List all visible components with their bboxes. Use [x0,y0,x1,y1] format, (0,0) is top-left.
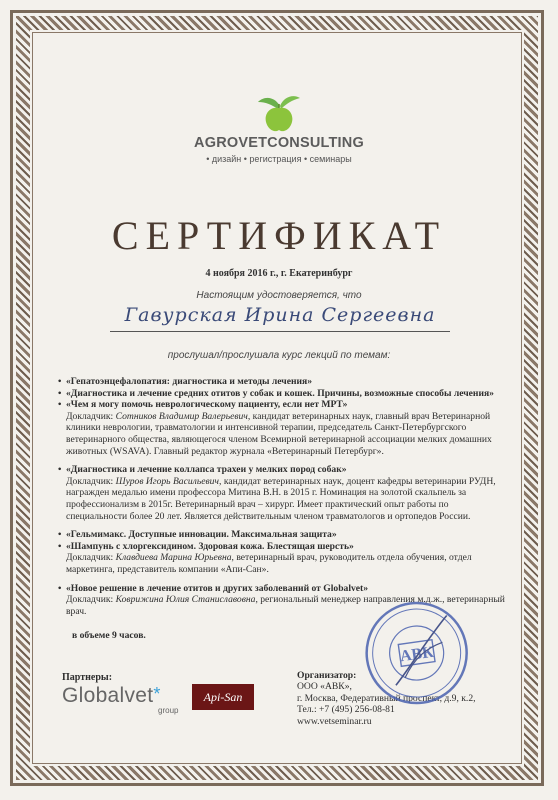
lecture-block [58,376,508,457]
speaker-name: Клавдиева Марина Юрьевна [115,552,232,564]
organizer-phone: Тел.: +7 (495) 256-08-81 [297,704,395,716]
speaker-label: Докладчик: [66,594,116,606]
attended-statement: прослушал/прослушала курс лекций по темам: [167,350,391,361]
speaker-label: Докладчик: [66,475,116,487]
globalvet-group-label: group [158,706,179,715]
speaker-label: Докладчик: [66,410,116,422]
organizer-label: Организатор: [297,670,357,681]
lecture-topic: • «Гепатоэнцефалопатия: диагностика и методы лечения» [58,376,508,388]
speaker-description: , кандидат ветеринарных наук, доцент кафедры ветеринарии РУДН, награжден медалью имени профессора Митина В.Н. в 2015 г. Номинация на золотой скальпель за профессионализм в 2015г. Ветеринарный врач – хирург. Имеет практический опыт работы по специальности более 20 лет. Является действительным членом травматологов и ортопедов России. [66,475,496,522]
lecture-block [58,464,508,522]
speaker-info [58,411,508,457]
speaker-description: , кандидат ветеринарных наук, главный врач Ветеринарной клиники неврологии, травматологии и интенсивной терапии, председатель Санкт-Петербургского ветеринарного общества, являющегося членом Всемирной ветеринарной ассоциации мелких домашних животных (WSAVA). Главный редактор журнала «Ветеринарный Петербург». [66,410,492,457]
agrovetconsulting-logo [0,92,558,134]
speaker-description: , региональный менеджер направления м.д.ж., ветеринарный врач. [66,594,505,617]
apisan-logo: Api-San [192,684,254,710]
brand-name: AGROVETCONSULTING [194,135,364,151]
speaker-label: Докладчик: [66,552,116,564]
company-stamp [355,591,480,720]
course-volume: в объеме 9 часов. [72,630,146,641]
globalvet-wordmark: Globalvet [62,684,154,707]
speaker-description: , ветеринарный врач, руководитель отдела обучения, отдел маркетинга, представитель компании «Апи-Сан». [66,552,472,575]
recipient-name: Гавурская Ирина Сергеевна [124,304,436,326]
lecture-topic: • «Диагностика и лечение средних отитов у собак и кошек. Причины, возможные способы лечения» [58,388,508,400]
lecture-topic: • «Шампунь с хлоргексидином. Здоровая кожа. Блестящая шерсть» [58,541,508,553]
lecture-topic: • «Новое решение в лечение отитов и других заболеваний от Globalvet» [58,583,508,595]
organizer-website: www.vetseminar.ru [297,715,372,727]
lecture-topic: • «Чем я могу помочь неврологическому пациенту, если нет МРТ» [58,399,508,411]
organizer-company: ООО «АВК», [297,681,352,693]
issue-date: 4 ноября 2016 г., г. Екатеринбург [205,268,353,279]
speaker-name: Сотников Владимир Валерьевич [115,410,248,422]
organizer-address: г. Москва, Федеративный проспект, д.9, к.2, [297,692,476,704]
speaker-name: Шуров Игорь Васильевич [115,475,220,487]
certificate-title: СЕРТИФИКАТ [111,213,447,258]
lecture-topic: • «Гельмимакс. Доступные инновации. Максимальная защита» [58,529,508,541]
partners-label: Партнеры: [62,672,113,683]
lecture-topic: • «Диагностика и лечение коллапса трахеи у мелких пород собак» [58,464,508,476]
lecture-block [58,529,508,575]
name-underline [110,331,450,332]
speaker-info [58,476,508,522]
speaker-name: Коврижина Юлия Станиславовна [115,594,256,606]
asterisk-icon: * [153,684,161,704]
globalvet-logo [62,684,161,708]
speaker-info [58,552,508,575]
stamp-text: АВК [398,643,435,666]
apple-leaf-icon [254,92,304,134]
certify-statement: Настоящим удостоверяется, что [196,290,362,301]
lecture-list [58,376,508,624]
brand-tagline: • дизайн • регистрация • семинары [206,154,352,164]
stamp-seal-icon [355,591,479,715]
